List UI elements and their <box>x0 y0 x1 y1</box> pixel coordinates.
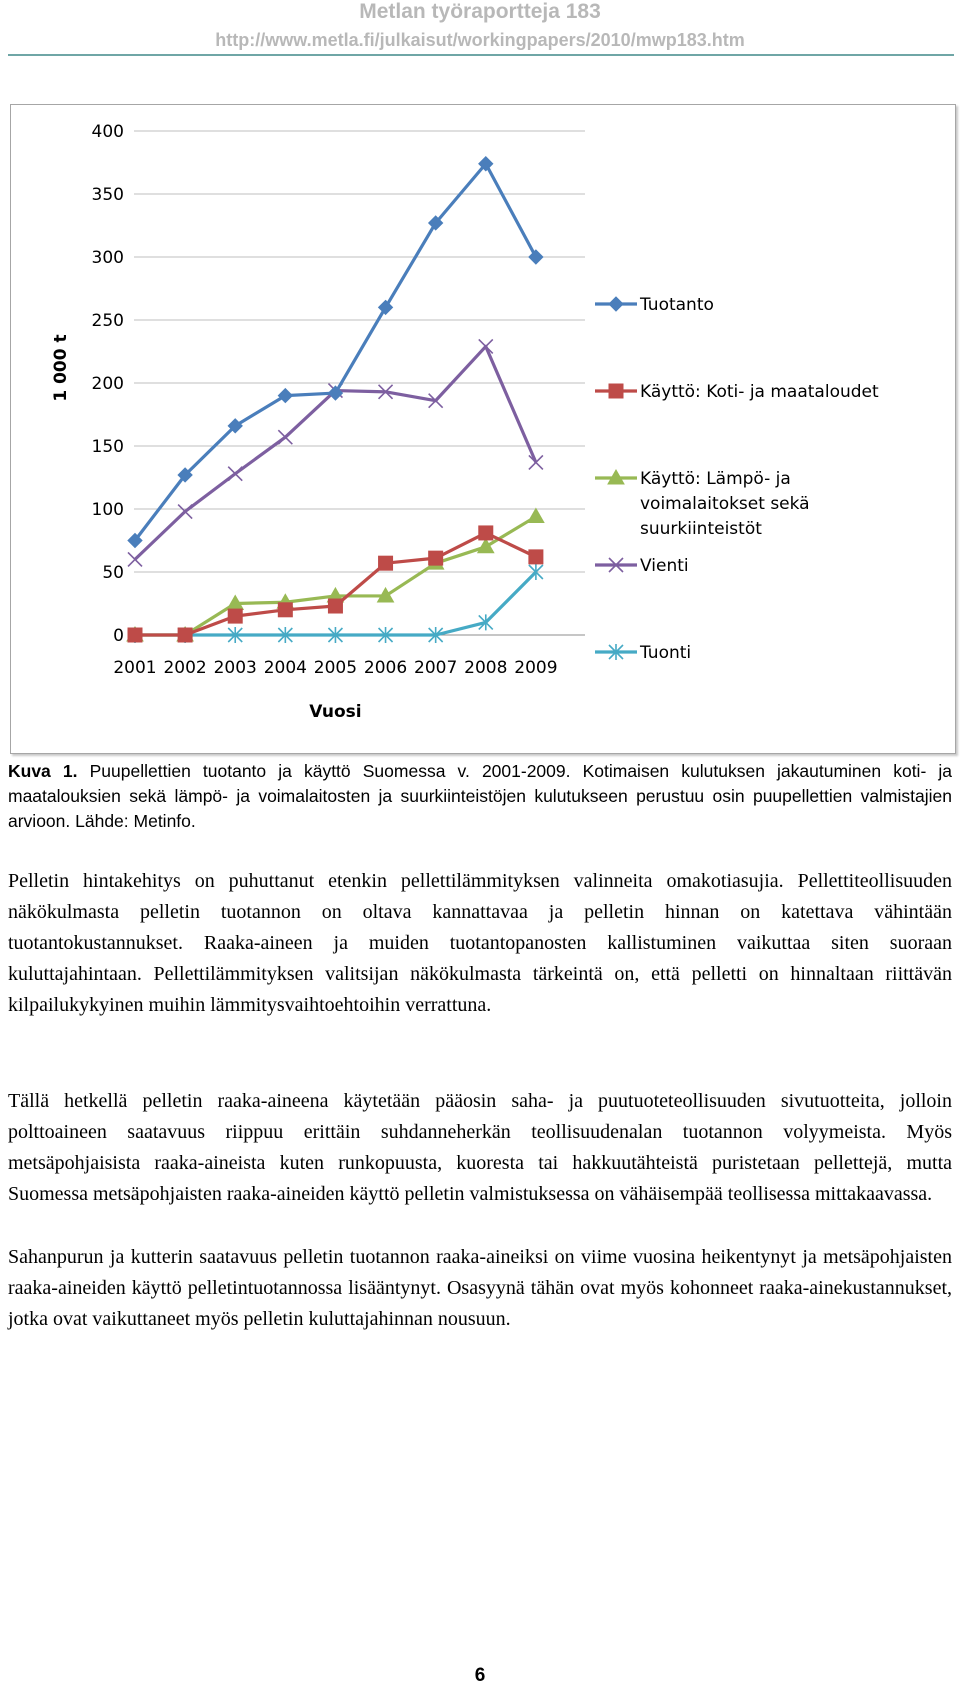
y-axis-title: 1 000 t <box>51 334 71 402</box>
data-point <box>529 550 543 564</box>
series-line <box>135 533 536 635</box>
data-point <box>128 552 142 566</box>
y-tick-label: 250 <box>91 311 124 331</box>
legend-label: Tuonti <box>640 643 692 663</box>
series-line <box>135 346 536 559</box>
data-point <box>479 339 493 353</box>
y-tick-label: 200 <box>91 374 124 394</box>
legend-label: suurkiinteistöt <box>640 519 762 539</box>
y-tick-label: 50 <box>102 563 124 583</box>
y-tick-label: 150 <box>91 437 124 457</box>
data-point <box>278 389 292 403</box>
legend-label: Käyttö: Lämpö- ja <box>640 469 791 489</box>
header-divider <box>8 54 954 56</box>
running-header-url: http://www.metla.fi/julkaisut/workingpapers/2010/mwp183.htm <box>215 30 745 50</box>
series-line <box>135 517 536 635</box>
data-point <box>278 430 292 444</box>
legend-label: Vienti <box>640 556 689 576</box>
body-paragraph-2: Tällä hetkellä pelletin raaka-aineena käytetään pääosin saha- ja puutuoteteollisuuden sivutuotteita, jolloin polttoaineen saatavuus riippuu erittäin suhdanneherkän teollisuudenalan tuotannon volyymeista. Myös metsäpohjaisista raaka-aineista kuten runkopuusta, kuoresta tai hakkuutähteistä puristetaan pellettejä, mutta Suomessa metsäpohjaisten raaka-aineiden käyttö pelletin valmistuksessa on vähäisempää teollisessa mittakaavassa. <box>8 1090 952 1205</box>
legend-label: Käyttö: Koti- ja maataloudet <box>640 382 879 402</box>
x-tick-label: 2008 <box>464 658 508 678</box>
data-point <box>529 250 543 264</box>
data-point <box>529 455 543 469</box>
y-tick-label: 400 <box>91 122 124 142</box>
data-point <box>228 467 242 481</box>
y-tick-label: 300 <box>91 248 124 268</box>
data-point <box>178 505 192 519</box>
running-header-title: Metlan työraportteja 183 <box>359 0 601 23</box>
x-tick-label: 2004 <box>263 658 307 678</box>
x-tick-label: 2007 <box>414 658 458 678</box>
data-point <box>328 599 342 613</box>
y-tick-label: 100 <box>91 500 124 520</box>
line-chart <box>11 105 955 753</box>
x-tick-label: 2003 <box>213 658 257 678</box>
legend-label: voimalaitokset sekä <box>640 494 810 514</box>
x-axis-title: Vuosi <box>309 702 362 722</box>
data-point <box>228 609 242 623</box>
x-tick-label: 2006 <box>363 658 408 678</box>
data-point <box>328 386 342 400</box>
legend-marker <box>609 384 623 398</box>
data-point <box>479 526 493 540</box>
data-point <box>379 556 393 570</box>
data-point <box>128 628 142 642</box>
body-paragraph-3: Sahanpurun ja kutterin saatavuus pelletin tuotannon raaka-aineiksi on viime vuosina heikentynyt ja metsäpohjaisten raaka-aineiden käyttö pelletintuotannossa lisääntynyt. Osasyynä tähän ovat myös kohonneet raaka-ainekustannukset, jotka ovat vaikuttaneet myös pelletin kuluttajahinnan nousuun. <box>8 1246 952 1330</box>
page-number: 6 <box>474 1665 486 1686</box>
y-tick-label: 0 <box>113 626 124 646</box>
caption-label: Kuva 1. <box>8 761 78 781</box>
data-point <box>178 628 192 642</box>
series-line <box>135 164 536 541</box>
data-point <box>379 300 393 314</box>
data-point <box>528 509 544 523</box>
legend-label: Tuotanto <box>640 295 714 315</box>
x-tick-label: 2001 <box>113 658 157 678</box>
legend-marker <box>609 297 623 311</box>
y-tick-label: 350 <box>91 185 124 205</box>
figure-caption <box>8 759 952 834</box>
caption-text: Puupellettien tuotanto ja käyttö Suomessa v. 2001-2009. Kotimaisen kulutuksen jakautuminen koti- ja maatalouksien sekä lämpö- ja voimalaitosten ja suurkiinteistöjen kulutukseen perustuu osin puupellettien valmistajien arvioon. Lähde: Metinfo. <box>8 761 952 831</box>
body-paragraph-1: Pelletin hintakehitys on puhuttanut etenkin pellettilämmityksen valinneita omakotiasujia. Pellettiteollisuuden näkökulmasta pelletin tuotannon on oltava kannattavaa ja pelletin hinnan on katettava vähintään tuotantokustannukset. Raaka-aineen ja muiden tuotantopanosten kallistuminen vaikuttaa siten suoraan kuluttajahintaan. Pellettilämmityksen valitsijan näkökulmasta tärkeintä on, että pelletti on hinnaltaan riittävän kilpailukykyinen muihin lämmitysvaihtoehtoihin verrattuna. <box>8 870 952 1016</box>
data-point <box>278 603 292 617</box>
data-point <box>429 551 443 565</box>
figure-frame <box>10 104 956 754</box>
x-tick-label: 2005 <box>313 658 358 678</box>
data-point <box>478 539 494 553</box>
x-tick-label: 2002 <box>163 658 207 678</box>
x-tick-label: 2009 <box>514 658 558 678</box>
